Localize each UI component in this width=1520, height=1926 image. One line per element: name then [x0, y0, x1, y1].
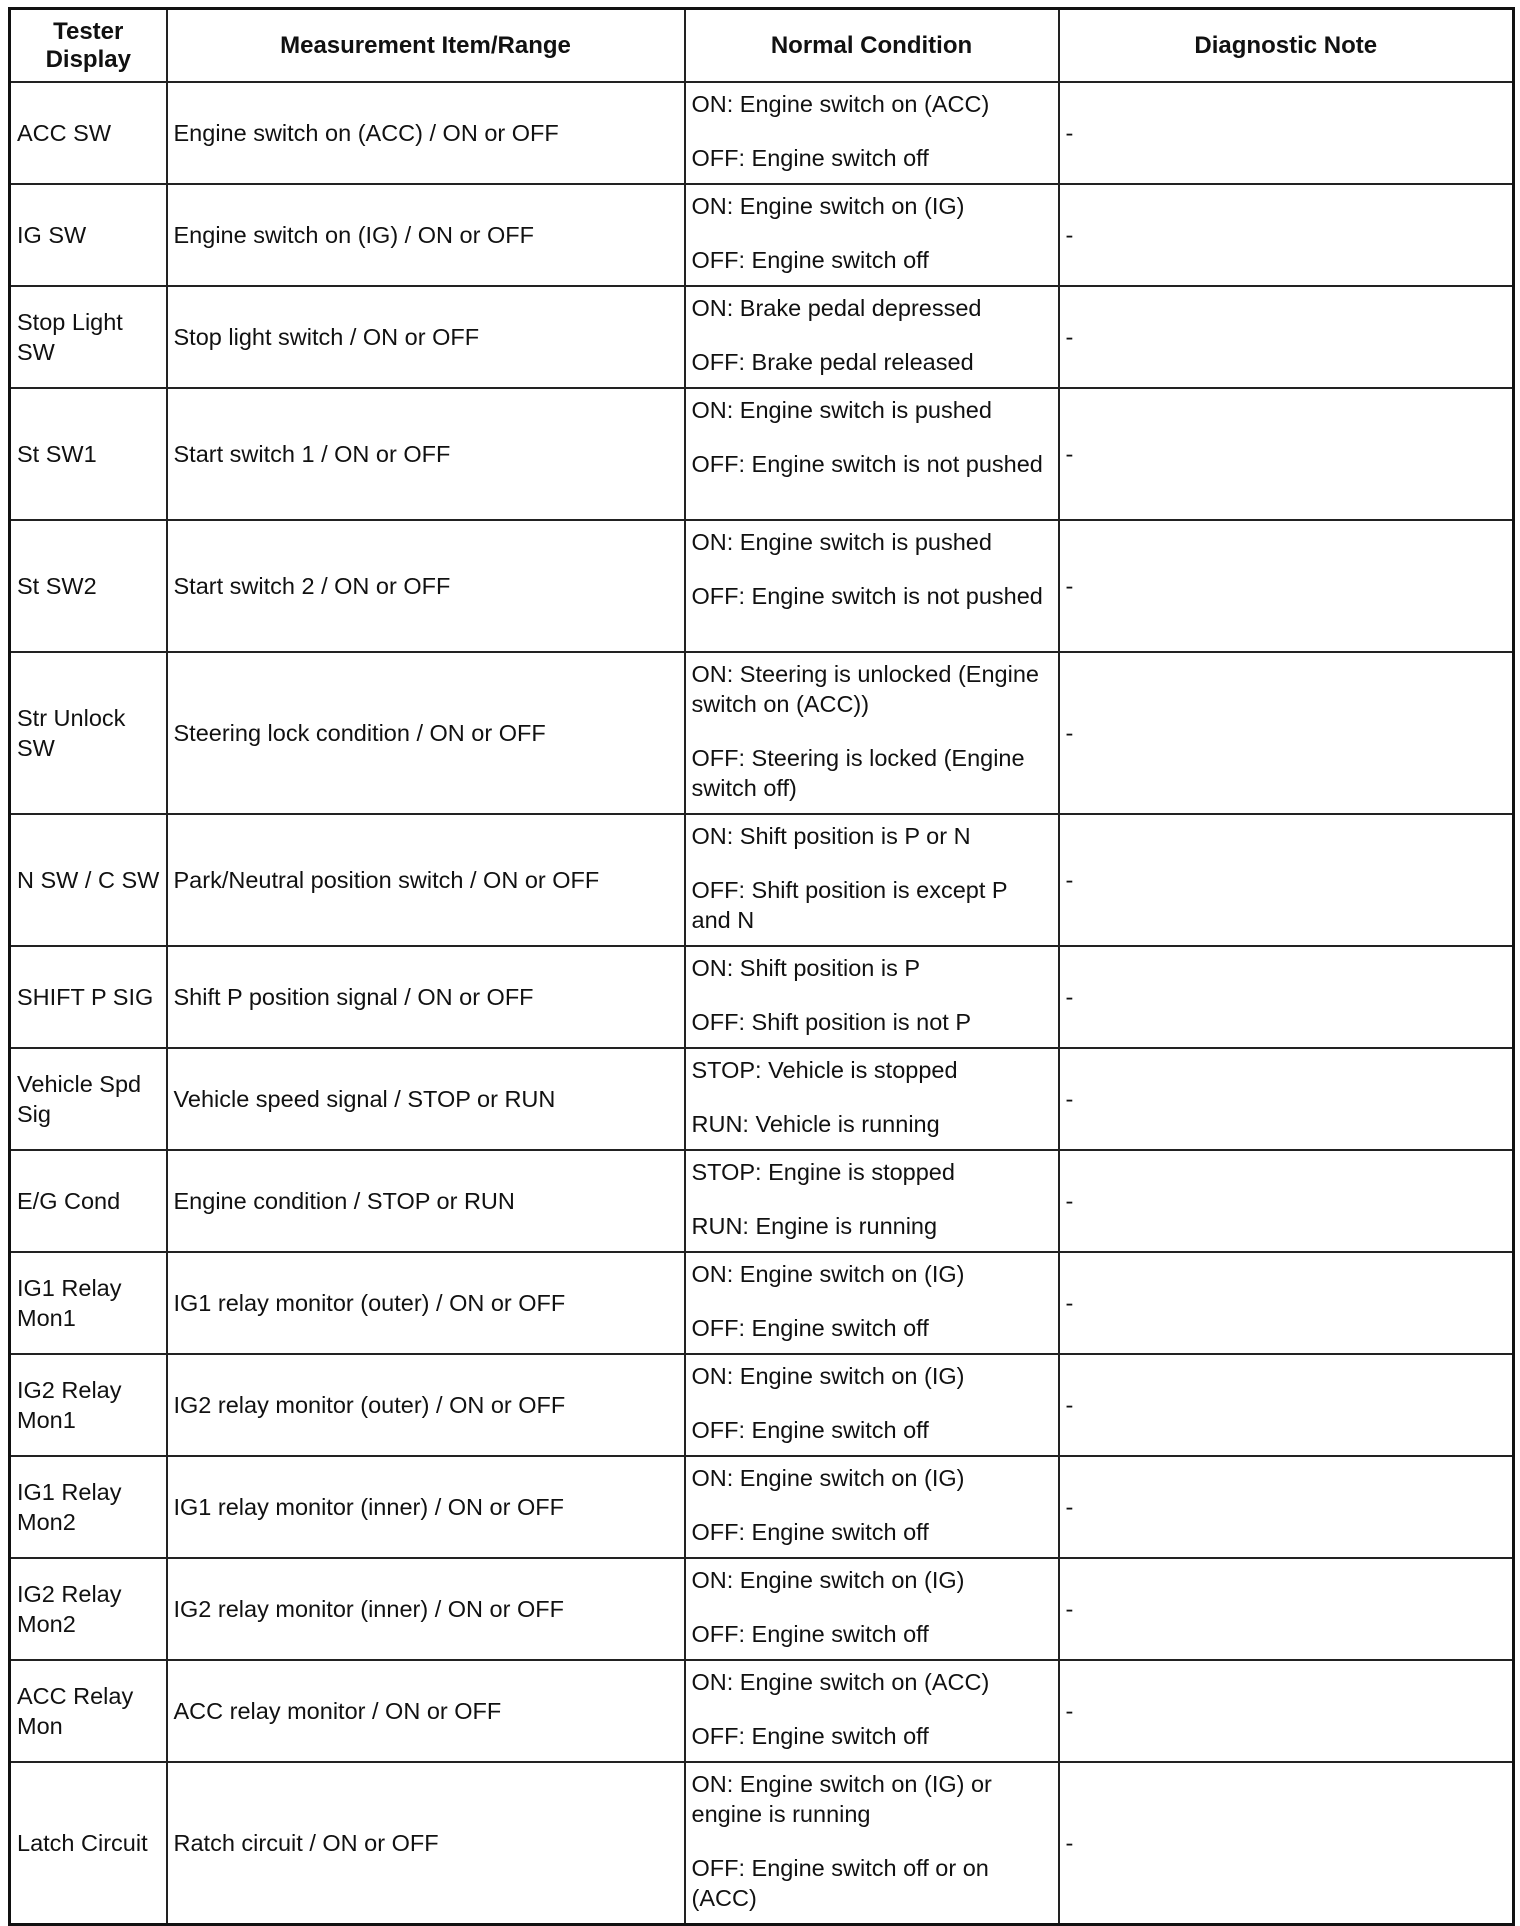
table-row	[10, 1048, 1514, 1150]
normal-condition-cell	[685, 1762, 1059, 1925]
header-measurement-item: Measurement Item/Range	[167, 9, 685, 83]
condition-on-text: ON: Engine switch is pushed	[691, 529, 992, 555]
tester-display-cell: IG SW	[10, 184, 167, 286]
normal-condition-cell	[685, 184, 1059, 286]
normal-condition-cell	[685, 1558, 1059, 1660]
measurement-cell: Start switch 2 / ON or OFF	[167, 520, 685, 652]
table-row	[10, 520, 1514, 652]
condition-off-text: OFF: Engine switch off	[691, 145, 929, 171]
measurement-cell: Engine condition / STOP or RUN	[167, 1150, 685, 1252]
measurement-cell: IG1 relay monitor (outer) / ON or OFF	[167, 1252, 685, 1354]
table-row	[10, 946, 1514, 1048]
data-list-sheet	[8, 7, 1520, 1911]
tester-display-cell: IG1 Relay Mon1	[10, 1252, 167, 1354]
diagnostic-note-cell: -	[1059, 388, 1514, 520]
normal-condition-cell	[685, 1252, 1059, 1354]
condition-off-text: OFF: Steering is locked (Engine switch off)	[691, 745, 1025, 801]
normal-condition-cell	[685, 652, 1059, 814]
condition-off-text: OFF: Engine switch off	[691, 1417, 929, 1443]
diagnostic-note-cell: -	[1059, 652, 1514, 814]
tester-display-cell: IG2 Relay Mon2	[10, 1558, 167, 1660]
diagnostic-note-cell: -	[1059, 1456, 1514, 1558]
diagnostic-note-cell: -	[1059, 286, 1514, 388]
condition-off-text: OFF: Engine switch off or on (ACC)	[691, 1855, 989, 1911]
measurement-cell: Ratch circuit / ON or OFF	[167, 1762, 685, 1925]
diagnostic-note-cell: -	[1059, 1762, 1514, 1925]
condition-on-text: ON: Engine switch on (IG)	[691, 1261, 965, 1287]
diagnostic-note-cell: -	[1059, 1048, 1514, 1150]
condition-on-text: ON: Engine switch is pushed	[691, 397, 992, 423]
condition-on-text: STOP: Vehicle is stopped	[691, 1057, 958, 1083]
tester-display-cell: Str Unlock SW	[10, 652, 167, 814]
measurement-cell: Start switch 1 / ON or OFF	[167, 388, 685, 520]
condition-on-text: ON: Engine switch on (IG)	[691, 1363, 965, 1389]
condition-off-text: OFF: Engine switch off	[691, 1315, 929, 1341]
diagnostic-note-cell: -	[1059, 1558, 1514, 1660]
condition-on-text: ON: Shift position is P or N	[691, 823, 971, 849]
condition-off-text: RUN: Engine is running	[691, 1213, 938, 1239]
normal-condition-cell	[685, 1354, 1059, 1456]
header-row	[10, 9, 1514, 83]
normal-condition-cell	[685, 1456, 1059, 1558]
normal-condition-cell	[685, 1048, 1059, 1150]
normal-condition-cell	[685, 520, 1059, 652]
table-row	[10, 1150, 1514, 1252]
condition-off-text: OFF: Engine switch off	[691, 1621, 929, 1647]
table-row	[10, 1762, 1514, 1925]
diagnostic-note-cell: -	[1059, 1354, 1514, 1456]
condition-off-text: OFF: Engine switch is not pushed	[691, 451, 1043, 477]
condition-off-text: OFF: Engine switch off	[691, 1519, 929, 1545]
tester-display-cell: ACC SW	[10, 82, 167, 184]
table-row	[10, 652, 1514, 814]
normal-condition-cell	[685, 1660, 1059, 1762]
measurement-cell: ACC relay monitor / ON or OFF	[167, 1660, 685, 1762]
condition-off-text: OFF: Brake pedal released	[691, 349, 974, 375]
diagnostic-note-cell: -	[1059, 82, 1514, 184]
measurement-cell: Park/Neutral position switch / ON or OFF	[167, 814, 685, 946]
tester-display-cell: Vehicle Spd Sig	[10, 1048, 167, 1150]
table-row	[10, 1558, 1514, 1660]
condition-off-text: RUN: Vehicle is running	[691, 1111, 940, 1137]
measurement-cell: IG1 relay monitor (inner) / ON or OFF	[167, 1456, 685, 1558]
table-row	[10, 1456, 1514, 1558]
header-tester-display: Tester Display	[10, 9, 167, 83]
diagnostic-note-cell: -	[1059, 814, 1514, 946]
table-row	[10, 184, 1514, 286]
normal-condition-cell	[685, 946, 1059, 1048]
header-diagnostic-note: Diagnostic Note	[1059, 9, 1514, 83]
condition-on-text: ON: Engine switch on (ACC)	[691, 91, 990, 117]
tester-display-cell: IG2 Relay Mon1	[10, 1354, 167, 1456]
normal-condition-cell	[685, 1150, 1059, 1252]
measurement-cell: Engine switch on (IG) / ON or OFF	[167, 184, 685, 286]
table-row	[10, 82, 1514, 184]
normal-condition-cell	[685, 286, 1059, 388]
condition-on-text: ON: Engine switch on (IG)	[691, 193, 965, 219]
diagnostic-note-cell: -	[1059, 946, 1514, 1048]
table-row	[10, 1354, 1514, 1456]
table-row	[10, 1660, 1514, 1762]
condition-off-text: OFF: Shift position is not P	[691, 1009, 971, 1035]
diagnostic-note-cell: -	[1059, 1252, 1514, 1354]
measurement-cell: Engine switch on (ACC) / ON or OFF	[167, 82, 685, 184]
measurement-cell: Steering lock condition / ON or OFF	[167, 652, 685, 814]
measurement-cell: Vehicle speed signal / STOP or RUN	[167, 1048, 685, 1150]
diagnostic-note-cell: -	[1059, 184, 1514, 286]
normal-condition-cell	[685, 388, 1059, 520]
tester-display-cell: ACC Relay Mon	[10, 1660, 167, 1762]
tester-display-cell: St SW2	[10, 520, 167, 652]
table-row	[10, 388, 1514, 520]
tester-display-cell: E/G Cond	[10, 1150, 167, 1252]
diagnostic-note-cell: -	[1059, 520, 1514, 652]
table-row	[10, 1252, 1514, 1354]
tester-display-cell: St SW1	[10, 388, 167, 520]
measurement-cell: IG2 relay monitor (outer) / ON or OFF	[167, 1354, 685, 1456]
condition-off-text: OFF: Engine switch is not pushed	[691, 583, 1043, 609]
normal-condition-cell	[685, 82, 1059, 184]
measurement-cell: Shift P position signal / ON or OFF	[167, 946, 685, 1048]
condition-on-text: ON: Shift position is P	[691, 955, 921, 981]
normal-condition-cell	[685, 814, 1059, 946]
condition-on-text: ON: Engine switch on (IG) or engine is running	[691, 1771, 992, 1827]
table-row	[10, 814, 1514, 946]
condition-on-text: STOP: Engine is stopped	[691, 1159, 955, 1185]
measurement-cell: Stop light switch / ON or OFF	[167, 286, 685, 388]
measurement-cell: IG2 relay monitor (inner) / ON or OFF	[167, 1558, 685, 1660]
diagnostic-note-cell: -	[1059, 1150, 1514, 1252]
condition-off-text: OFF: Shift position is except P and N	[691, 877, 1008, 933]
condition-on-text: ON: Brake pedal depressed	[691, 295, 982, 321]
header-normal-condition: Normal Condition	[685, 9, 1059, 83]
tester-display-cell: IG1 Relay Mon2	[10, 1456, 167, 1558]
diagnostic-note-cell: -	[1059, 1660, 1514, 1762]
condition-off-text: OFF: Engine switch off	[691, 247, 929, 273]
table-body	[10, 82, 1514, 1925]
tester-display-cell: Stop Light SW	[10, 286, 167, 388]
condition-on-text: ON: Engine switch on (IG)	[691, 1465, 965, 1491]
condition-on-text: ON: Engine switch on (ACC)	[691, 1669, 990, 1695]
condition-on-text: ON: Engine switch on (IG)	[691, 1567, 965, 1593]
condition-off-text: OFF: Engine switch off	[691, 1723, 929, 1749]
data-list-table	[8, 7, 1515, 1926]
tester-display-cell: Latch Circuit	[10, 1762, 167, 1925]
tester-display-cell: N SW / C SW	[10, 814, 167, 946]
tester-display-cell: SHIFT P SIG	[10, 946, 167, 1048]
condition-on-text: ON: Steering is unlocked (Engine switch on (ACC))	[691, 661, 1039, 717]
table-row	[10, 286, 1514, 388]
